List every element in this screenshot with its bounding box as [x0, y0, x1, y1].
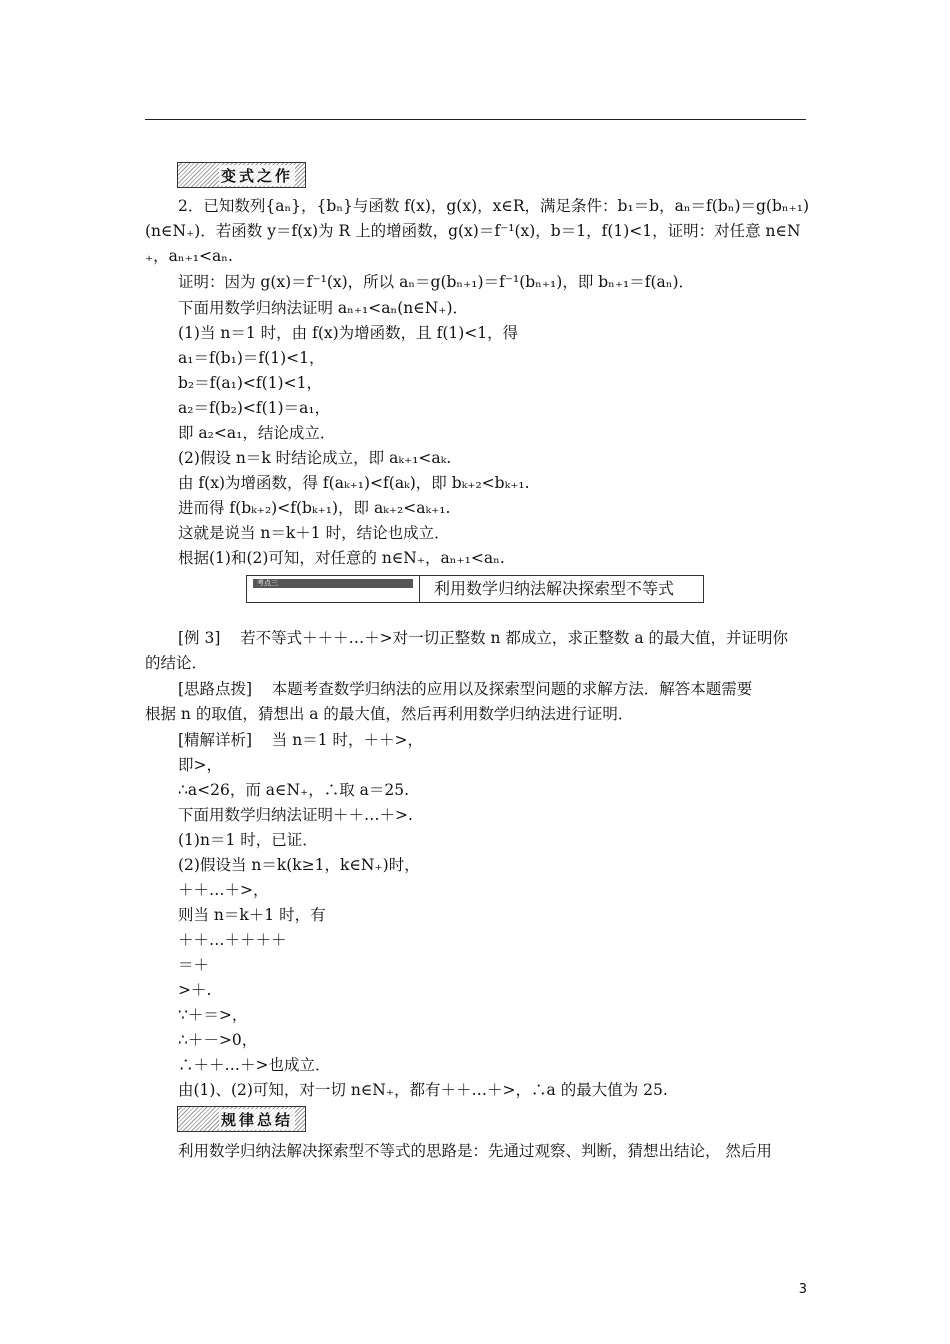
proof2-line: 即 a₂<a₁，结论成立． [178, 424, 336, 442]
solution3-line: ∴＋＋…＋>也成立． [178, 1056, 331, 1074]
solution3-line: >＋. [178, 981, 212, 999]
solution3-line: ＝＋ [178, 956, 210, 974]
variant-banner-label: 变式之作 [220, 166, 293, 185]
solution3-line: ＋＋…＋＋＋＋ [178, 931, 287, 949]
proof2-line: 进而得 f(bₖ₊₂)<f(bₖ₊₁)，即 aₖ₊₂<aₖ₊₁. [178, 499, 451, 517]
summary-banner-label: 规律总结 [220, 1110, 293, 1129]
page-number: 3 [798, 1282, 807, 1297]
solution3-line: 下面用数学归纳法证明＋＋…＋>. [178, 806, 413, 824]
proof2-line: 下面用数学归纳法证明 aₙ₊₁<aₙ(n∈N₊)． [178, 299, 468, 317]
summary-text: 利用数学归纳法解决探索型不等式的思路是：先通过观察、判断，猜想出结论， 然后用 [178, 1142, 772, 1160]
example3-line1: [例 3] 若不等式＋＋＋…＋>对一切正整数 n 都成立，求正整数 a 的最大值，并证明你 [178, 629, 789, 647]
solution3-line: (2)假设当 n＝k(k≥1，k∈N₊)时， [178, 856, 420, 874]
solution3-line: (1)n＝1 时，已证． [178, 831, 318, 849]
header-rule [145, 119, 806, 120]
proof2-line: 这就是说当 n＝k＋1 时，结论也成立． [178, 524, 450, 542]
proof2-line: 根据(1)和(2)可知，对任意的 n∈N₊，aₙ₊₁<aₙ. [178, 549, 505, 567]
proof2-line: a₂＝f(b₂)<f(1)＝a₁， [178, 399, 331, 417]
hint-line2: 根据 n 的取值，猜想出 a 的最大值，然后再利用数学归纳法进行证明． [145, 705, 634, 723]
example3-line2: 的结论． [145, 654, 208, 672]
proof2-line: (1)当 n＝1 时，由 f(x)为增函数，且 f(1)<1，得 [178, 324, 519, 342]
kaodian-tag [247, 576, 420, 602]
solution3-line: 则当 n＝k＋1 时，有 [178, 906, 326, 924]
summary-banner [177, 1106, 306, 1132]
proof2-line: a₁＝f(b₁)＝f(1)<1， [178, 349, 325, 367]
hint-line1: [思路点拨] 本题考查数学归纳法的应用以及探索型问题的求解方法．解答本题需要 [178, 680, 753, 698]
solution3-line: ∵＋＝>， [178, 1006, 248, 1024]
solution3-line: [精解详析] 当 n＝1 时，＋＋>， [178, 731, 423, 749]
solution3-line: 由(1)、(2)可知，对一切 n∈N₊，都有＋＋…＋>，∴a 的最大值为 25. [178, 1081, 668, 1099]
proof2-line: b₂＝f(a₁)<f(1)<1， [178, 374, 322, 392]
problem2-line2: (n∈N₊)．若函数 y＝f(x)为 R 上的增函数，g(x)＝f⁻¹(x)，b＝1，f(1)<1，证明：对任意 n∈N [145, 222, 801, 240]
proof2-line: 证明：因为 g(x)＝f⁻¹(x)，所以 aₙ＝g(bₙ₊₁)＝f⁻¹(bₙ₊₁)，即 bₙ₊₁＝f(aₙ)． [178, 273, 695, 291]
solution3-line: ∴a<26，而 a∈N₊，∴取 a＝25. [178, 781, 410, 799]
kaodian-box [246, 575, 704, 603]
proof2-line: (2)假设 n＝k 时结论成立，即 aₖ₊₁<aₖ. [178, 449, 452, 467]
problem2-line3: ₊，aₙ₊₁<aₙ. [145, 247, 233, 265]
variant-banner [177, 162, 306, 188]
solution3-line: 即>， [178, 756, 222, 774]
solution3-line: ＋＋…＋>， [178, 881, 269, 899]
solution3-line: ∴＋－>0， [178, 1031, 258, 1049]
problem2-line1: 2．已知数列{aₙ}，{bₙ}与函数 f(x)，g(x)，x∈R，满足条件：b₁＝b，aₙ＝f(bₙ)＝g(bₙ₊₁) [178, 197, 810, 215]
proof2-line: 由 f(x)为增函数，得 f(aₖ₊₁)<f(aₖ)，即 bₖ₊₂<bₖ₊₁. [178, 474, 530, 492]
kaodian-title: 利用数学归纳法解决探索型不等式 [434, 579, 675, 598]
kaodian-tag-label: 考点三 [253, 579, 413, 588]
